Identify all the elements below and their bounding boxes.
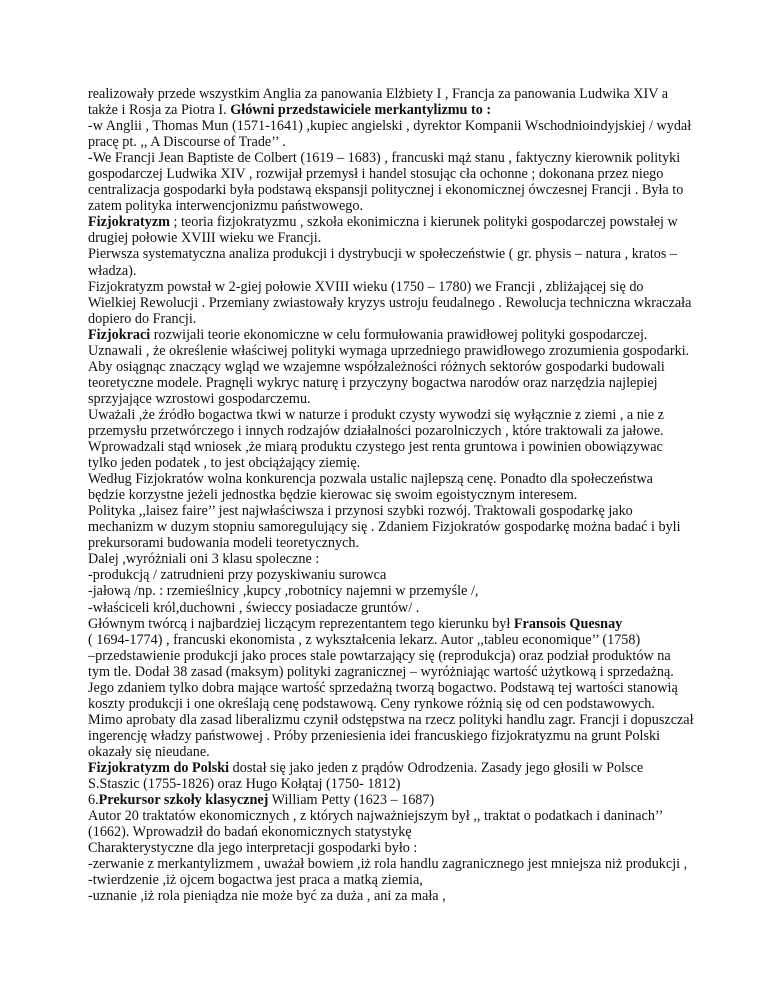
- text-run: drugiej połowie XVIII wieku we Francji.: [88, 230, 322, 247]
- text-line: [88, 696, 678, 712]
- text-run: -zerwanie z merkantylizmem , uważał bowiem ,iż rola handlu zagranicznego jest mniejsza niż produkcji ,: [88, 856, 688, 873]
- text-line: [88, 616, 678, 632]
- text-line: [88, 166, 678, 182]
- text-line: [88, 375, 678, 391]
- text-run: prekursorami budowania modeli teoretycznych.: [88, 535, 360, 552]
- text-run: rozwijali teorie ekonomiczne w celu formułowania prawidłowej polityki gospodarczej.: [150, 326, 648, 343]
- text-run: pracę pt. ,, A Discourse of Trade’’ .: [88, 134, 286, 151]
- text-line: [88, 311, 678, 327]
- text-run: –przedstawienie produkcji jako proces stale powtarzający się (reprodukcja) oraz podział produktów na: [88, 647, 671, 664]
- text-line: [88, 840, 678, 856]
- text-run: -twierdzenie ,iż ojcem bogactwa jest praca a matką ziemia,: [88, 872, 423, 889]
- text-line: [88, 439, 678, 455]
- text-run: ; teoria fizjokratyzmu , szkoła ekonimiczna i kierunek polityki gospodarczej powstałej w: [169, 214, 678, 231]
- text-line: [88, 150, 681, 167]
- text-run: ( 1694-1774) , francuski ekonomista , z wykształcenia lekarz. Autor ,,tableu economique’’ (1758): [88, 631, 641, 648]
- text-run: Mimo aprobaty dla zasad liberalizmu czynił odstępstwa na rzecz polityki handlu zagr. Francji i dopuszczał: [88, 711, 694, 728]
- text-line: [88, 551, 678, 567]
- text-run: -We Francji Jean Baptiste de Colbert (1619 – 1683) , francuski mąż stanu , faktyczny kierownik polityki: [88, 150, 681, 167]
- text-run: Głównym twórcą i najbardziej liczącym reprezentantem tego kierunku był: [88, 615, 514, 632]
- text-line: [88, 182, 684, 199]
- text-line: [88, 263, 678, 279]
- text-run: -produkcją / zatrudnieni przy pozyskiwaniu surowca: [88, 567, 387, 584]
- text-line: [88, 632, 678, 648]
- text-line: [88, 279, 678, 295]
- document-page: [88, 86, 694, 905]
- text-line: [88, 471, 678, 487]
- text-line: [88, 407, 678, 423]
- text-run: zatem polityka interwencjonizmu państwowego.: [88, 198, 364, 215]
- text-line: [88, 648, 678, 664]
- text-line: [88, 535, 678, 551]
- text-line: [88, 455, 678, 471]
- text-line: [88, 567, 678, 583]
- text-line: [88, 214, 678, 230]
- text-run: będzie korzystne jeżeli jednostka będzie kierowac się swoim egoistycznym interesem.: [88, 487, 578, 504]
- text-line: [88, 583, 678, 599]
- text-run: realizowały przede wszystkim Anglia za panowania Elżbiety I , Francja za panowania Ludwika XIV a: [88, 86, 669, 102]
- text-line: [88, 760, 678, 776]
- bold-text-run: Główni przedstawiciele merkantylizmu to :: [230, 102, 492, 119]
- bold-text-run: Fizjokratyzm: [88, 214, 170, 231]
- bold-text-run: Fizjokraci: [88, 326, 151, 343]
- text-run: Charakterystyczne dla jego interpretacji gospodarki było :: [88, 840, 418, 857]
- text-run: Według Fizjokratów wolna konkurencja pozwala ustalic najlepszą cenę. Ponadto dla społeczeństwa: [88, 471, 653, 488]
- text-line: [88, 118, 692, 135]
- text-line: [88, 134, 678, 150]
- text-run: Autor 20 traktatów ekonomicznych , z których najważniejszym był ,, traktat o podatkach i daninach’’: [88, 808, 664, 825]
- text-line: [88, 198, 678, 214]
- text-run: William Petty (1623 – 1687): [268, 792, 435, 809]
- text-run: okazały się nieudane.: [88, 743, 210, 760]
- text-run: Wielkiej Rewolucji . Przemiany zwiastowały kryzys ustroju feudalnego . Rewolucja techniczna wkraczała: [88, 294, 692, 311]
- text-run: Aby osiągnąc znaczący wgląd we wzajemne współzależności różnych sektorów gospodarki budowali: [88, 358, 665, 375]
- text-run: tym tle. Dodał 38 zasad (maksym) polityki zagranicznej – wyróżniając wartość użytkową i sprzedażną.: [88, 663, 674, 680]
- text-line: [88, 327, 678, 343]
- text-line: [88, 776, 678, 792]
- text-run: Uważali ,że źródło bogactwa tkwi w naturze i produkt czysty wywodzi się wyłącznie z ziemi , a nie z: [88, 406, 664, 423]
- text-run: przemysłu przetwórczego i innych rodzajów działalności pozarolniczych , które traktowali za jałowe.: [88, 422, 664, 439]
- text-line: [88, 423, 678, 439]
- text-line: [88, 246, 678, 262]
- text-line: [88, 503, 678, 519]
- text-run: mechanizm w duzym stopniu samoregulujący się . Zdaniem Fizjokratów gospodarkę można badać i byli: [88, 519, 681, 536]
- bold-text-run: Fransois Quesnay: [513, 615, 623, 632]
- text-line: [88, 808, 678, 824]
- text-run: 6.: [88, 792, 99, 809]
- text-run: dopiero do Francji.: [88, 310, 197, 327]
- text-line: [88, 744, 678, 760]
- text-run: sprzyjające wzrostowi gospodarczemu.: [88, 390, 311, 407]
- text-line: [88, 230, 678, 246]
- text-run: (1662). Wprowadził do badań ekonomicznych statystykę: [88, 824, 412, 841]
- text-run: centralizacja gospodarki była podstawą ekspansji politycznej i ekonomicznej ówczesnej Francji . Była to: [88, 182, 684, 199]
- text-run: Uznawali , że określenie właściwej polityki wymaga uprzedniego prawidłowego zrozumienia gospodarki.: [88, 342, 690, 359]
- text-run: -jałową /np. : rzemieślnicy ,kupcy ,robotnicy najemni w przemyśle /,: [88, 583, 479, 600]
- bold-text-run: Fizjokratyzm do Polski: [88, 759, 230, 776]
- text-run: tylko jeden podatek , to jest obciążający ziemię.: [88, 455, 361, 472]
- text-line: [88, 680, 678, 696]
- text-line: [88, 102, 678, 118]
- text-run: teoretyczne modele. Pragnęli wykryc naturę i przyczyny bogactwa narodów oraz narzędzia najlepiej: [88, 374, 658, 391]
- text-run: -w Anglii , Thomas Mun (1571-1641) ,kupiec angielski , dyrektor Kompanii Wschodnioindyjskiej / wydał: [88, 118, 692, 135]
- text-line: [88, 824, 678, 840]
- text-line: [88, 359, 678, 375]
- text-run: koszty produkcji i one określają cenę podstawową. Ceny rynkowe różnią się od cen podstawowych.: [88, 695, 655, 712]
- text-run: Jego zdaniem tylko dobra mające wartość sprzedażną tworzą bogactwo. Podstawą tej wartości stanowią: [88, 679, 678, 696]
- text-line: [88, 342, 690, 359]
- text-run: -uznanie ,iż rola pieniądza nie może być za duża , ani za mała ,: [88, 888, 446, 905]
- text-line: [88, 711, 694, 728]
- text-run: władza).: [88, 262, 137, 279]
- text-run: ingerencję władzy państwowej . Próby przeniesienia idei francuskiego fizjokratyzmu na grunt Polski: [88, 727, 661, 744]
- text-line: [88, 519, 681, 536]
- text-run: także i Rosja za Piotra I.: [88, 102, 231, 119]
- text-line: [88, 888, 678, 904]
- text-run: Polityka ,,laisez faire’’ jest najwłaściwsza i przynosi szybki rozwój. Traktowali gospodarkę jako: [88, 503, 633, 520]
- text-line: [88, 872, 678, 888]
- text-line: [88, 600, 678, 616]
- text-run: Fizjokratyzm powstał w 2-giej połowie XVIII wieku (1750 – 1780) we Francji , zbliżającej się do: [88, 278, 644, 295]
- text-line: [88, 792, 678, 808]
- text-line: [88, 86, 678, 102]
- text-run: Pierwsza systematyczna analiza produkcji i dystrybucji w społeczeństwie ( gr. physis – natura , kratos –: [88, 246, 678, 263]
- text-line: [88, 487, 678, 503]
- bold-text-run: Prekursor szkoły klasycznej: [98, 792, 269, 809]
- text-run: Dalej ,wyróżniali oni 3 klasu spoleczne :: [88, 551, 320, 568]
- text-line: [88, 391, 678, 407]
- text-run: dostał się jako jeden z prądów Odrodzenia. Zasady jego głosili w Polsce: [229, 759, 644, 776]
- text-run: -właściceli król,duchowni , świeccy posiadacze gruntów/ .: [88, 599, 420, 616]
- text-line: [88, 294, 692, 311]
- text-run: gospodarczej Ludwika XIV , rozwijał przemysł i handel stosując cła ochonne ; dokonana przez niego: [88, 166, 664, 183]
- text-run: S.Staszic (1755-1826) oraz Hugo Kołątaj (1750- 1812): [88, 776, 401, 793]
- text-line: [88, 728, 678, 744]
- text-run: Wprowadzali stąd wniosek ,że miarą produktu czystego jest renta gruntowa i powinien obowiązywac: [88, 439, 663, 456]
- text-line: [88, 856, 688, 873]
- text-line: [88, 664, 678, 680]
